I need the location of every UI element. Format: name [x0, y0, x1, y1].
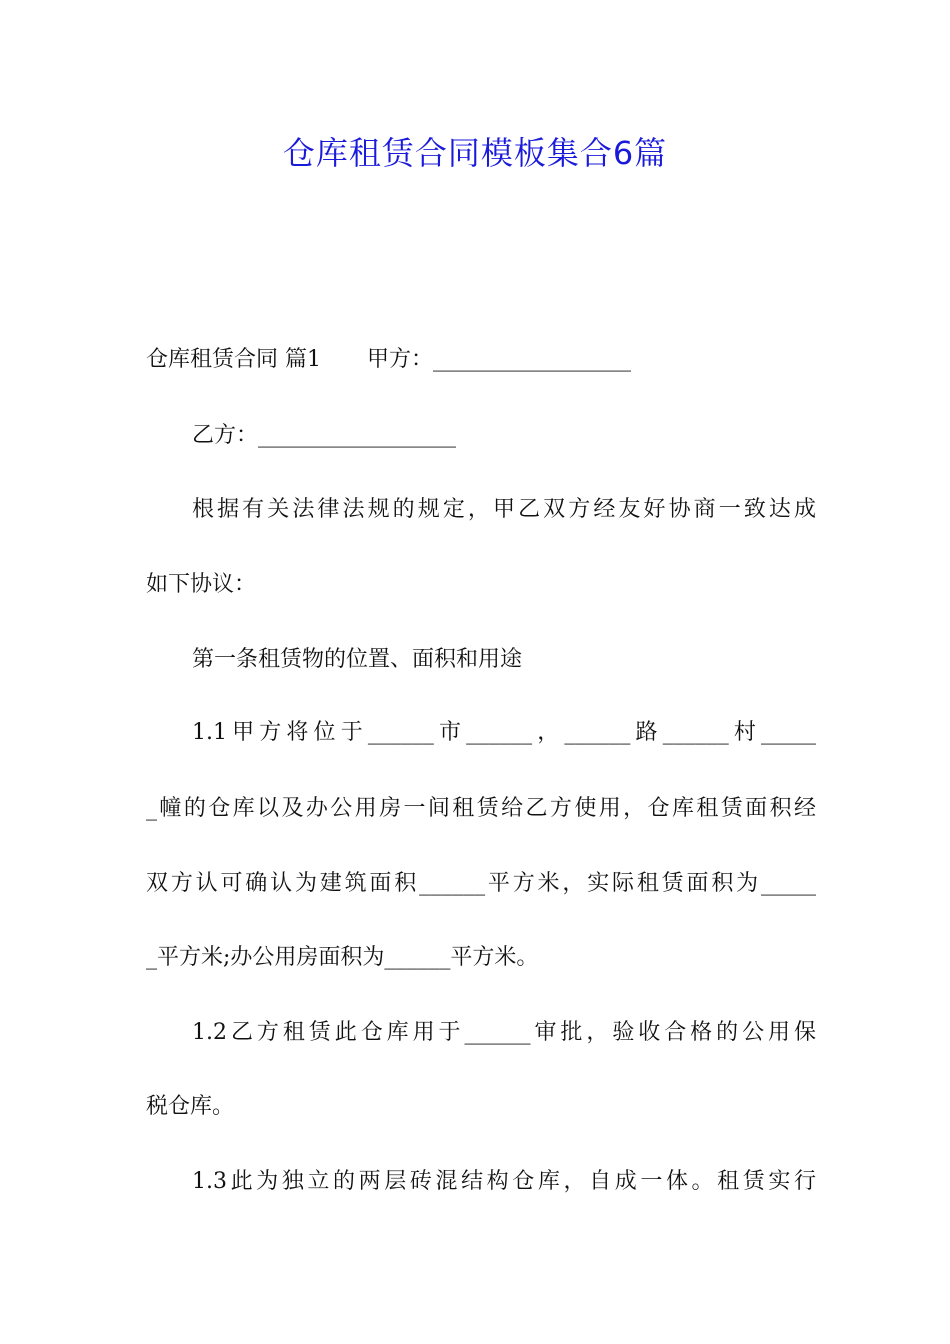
party-b-label: 乙方： — [192, 423, 259, 448]
paragraph-line: 1.2乙方租赁此仓库用于______审批，验收合格的公用保 — [192, 1020, 816, 1045]
header-line — [146, 345, 816, 375]
paragraph-line: 税仓库。 — [146, 1094, 235, 1119]
paragraph-line: _平方米;办公用房面积为______平方米。 — [146, 945, 539, 970]
party-a-label: 甲方： — [367, 347, 434, 372]
paragraph-line: 如下协议： — [146, 572, 257, 597]
paragraph-line: 1.1甲方将位于______市______，______路______村_____ — [192, 720, 816, 745]
section-name: 仓库租赁合同 — [146, 347, 279, 372]
part-number: 篇1 — [285, 347, 322, 372]
article-heading: 第一条租赁物的位置、面积和用途 — [192, 647, 523, 672]
party-a-blank: __________________ — [433, 347, 632, 372]
paragraph-line: _幢的仓库以及办公用房一间租赁给乙方使用，仓库租赁面积经 — [146, 796, 816, 821]
paragraph-line: 根据有关法律法规的规定，甲乙双方经友好协商一致达成 — [192, 497, 816, 522]
party-b-line — [192, 421, 816, 451]
document-title: 仓库租赁合同模板集合6篇 — [282, 134, 668, 172]
paragraph-line: 双方认可确认为建筑面积______平方米，实际租赁面积为_____ — [146, 871, 816, 896]
paragraph-line: 1.3此为独立的两层砖混结构仓库，自成一体。租赁实行 — [192, 1169, 816, 1194]
party-b-blank: __________________ — [258, 423, 457, 448]
